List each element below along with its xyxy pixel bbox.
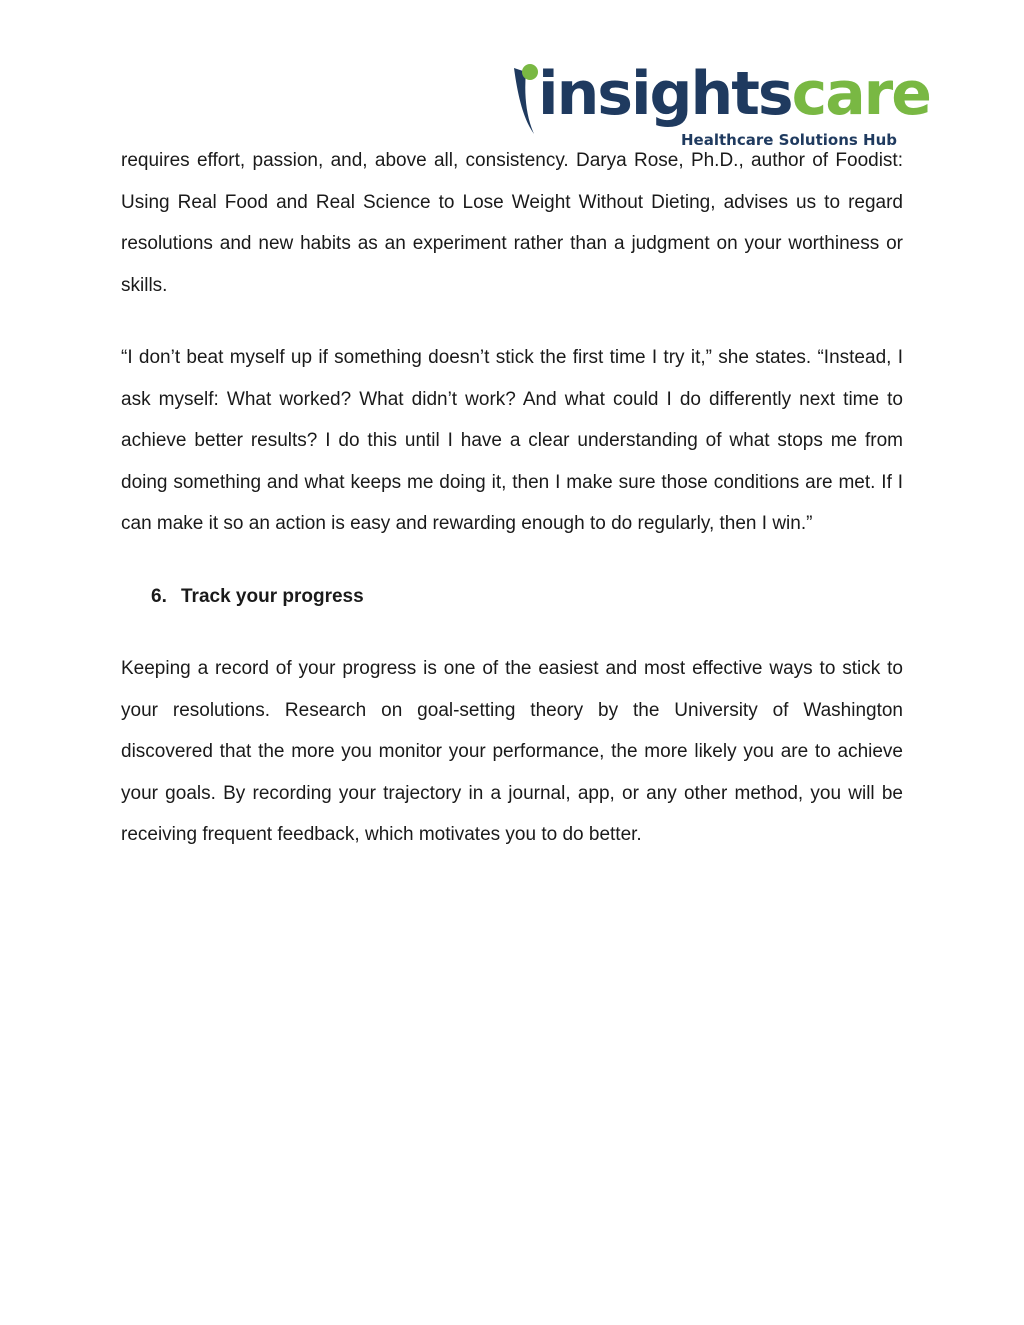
insightscare-logo <box>512 58 930 150</box>
logo-figure-head <box>522 64 538 80</box>
section-title: Track your progress <box>181 585 364 607</box>
paragraph-intro: requires effort, passion, and, above all, consistency. Darya Rose, Ph.D., author of Foodist: Using Real Food and Real Science to Lose Weight Without Dieting, advises us to regard resolutions and new habits as an experiment rather than a judgment on your worthiness or skills. <box>121 150 903 296</box>
logo-brand-part1: insights <box>538 59 792 129</box>
paragraph-quote: “I don’t beat myself up if something doesn’t stick the first time I try it,” she states. “Instead, I ask myself: What worked? What didn’t work? And what could I do differently next time to achieve better results? I do this until I have a clear understanding of what stops me from doing something and what keeps me doing it, then I make sure those conditions are met. If I can make it so an action is easy and rewarding enough to do regularly, then I win.” <box>121 347 903 534</box>
logo-brand-part2: care <box>791 59 930 129</box>
section-number: 6. <box>151 585 167 607</box>
article-body <box>121 140 903 856</box>
paragraph-track-progress: Keeping a record of your progress is one of the easiest and most effective ways to stick to your resolutions. Research on goal-setting theory by the University of Washington discovered that the more you monitor your performance, the more likely you are to achieve your goals. By recording your trajectory in a journal, app, or any other method, you will be receiving frequent feedback, which motivates you to do better. <box>121 658 903 845</box>
logo-tagline: Healthcare Solutions Hub <box>681 131 897 149</box>
section-heading-track-progress <box>121 576 903 618</box>
svg-text:insightscare <box>538 59 930 129</box>
